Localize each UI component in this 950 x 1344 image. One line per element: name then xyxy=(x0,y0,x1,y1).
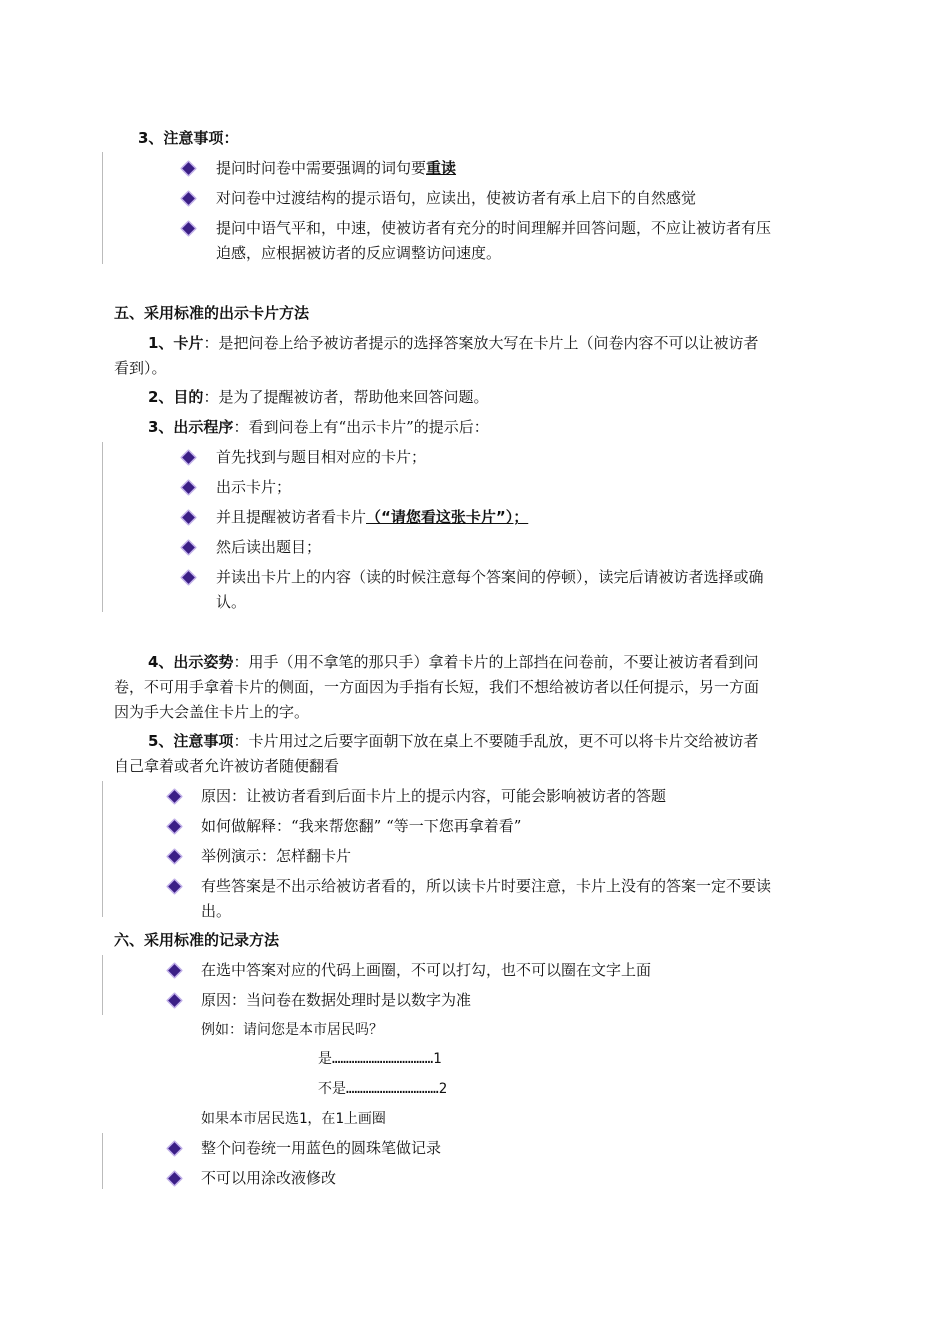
s5-p2-label: 2、目的 xyxy=(148,388,204,406)
s6-option-2: 不是……………………………2 xyxy=(318,1081,448,1097)
diamond-bullet-icon xyxy=(167,879,183,895)
s5-p1-label: 1、卡片 xyxy=(148,334,204,352)
s5-p1-text: ：是把问卷上给予被访者提示的选择答案放大写在卡片上（问卷内容不可以让被访者 xyxy=(203,334,759,352)
s5-bullet-1: 首先找到与题目相对应的卡片； xyxy=(216,448,427,466)
s6-note: 如果本市居民选1，在1上画圈 xyxy=(201,1111,386,1127)
s5-bullet-4: 然后读出题目； xyxy=(216,538,322,556)
diamond-bullet-icon xyxy=(167,1141,183,1157)
s5-p4-line-3: 因为手大会盖住卡片上的字。 xyxy=(114,703,310,721)
diamond-bullet-icon xyxy=(181,161,197,177)
s5-bullet-5-line-1: 并读出卡片上的内容（读的时候注意每个答案间的停顿），读完后请被访者选择或确 xyxy=(216,568,764,586)
s5-p5-label: 5、注意事项 xyxy=(148,732,234,750)
s6-bullet-1: 在选中答案对应的代码上画圈，不可以打勾，也不可以圈在文字上面 xyxy=(201,961,652,979)
s6-option-1: 是………………………………1 xyxy=(318,1051,442,1067)
diamond-bullet-icon xyxy=(181,510,197,526)
s5-p3-label: 3、出示程序 xyxy=(148,418,234,436)
s3-bullet-1 xyxy=(216,158,456,178)
margin-bar xyxy=(102,955,103,1015)
s6-example: 例如：请问您是本市居民吗？ xyxy=(201,1022,383,1038)
s5-bullet-3-quote: （“请您看这张卡片”）； xyxy=(366,508,529,526)
s5-caution-4-line-2: 出。 xyxy=(201,902,232,920)
diamond-bullet-icon xyxy=(167,789,183,805)
s5-p1-line-2: 看到）。 xyxy=(114,359,167,377)
diamond-bullet-icon xyxy=(181,570,197,586)
s3-bullet-1-emphasis: 重读 xyxy=(426,159,457,177)
s5-p3-text: ：看到问卷上有“出示卡片”的提示后： xyxy=(233,418,489,436)
diamond-bullet-icon xyxy=(167,963,183,979)
s3-bullet-3-line-2: 迫感，应根据被访者的反应调整访问速度。 xyxy=(216,244,502,262)
s5-p5-line-1 xyxy=(148,731,758,751)
s5-title: 五、采用标准的出示卡片方法 xyxy=(114,304,310,322)
s5-caution-1: 原因：让被访者看到后面卡片上的提示内容，可能会影响被访者的答题 xyxy=(201,787,667,805)
s6-bullet-4: 不可以用涂改液修改 xyxy=(201,1169,337,1187)
s5-bullet-3 xyxy=(216,507,528,527)
s5-bullet-2: 出示卡片； xyxy=(216,478,292,496)
s6-bullet-3: 整个问卷统一用蓝色的圆珠笔做记录 xyxy=(201,1139,442,1157)
s5-bullet-3-text: 并且提醒被访者看卡片 xyxy=(216,508,367,526)
s5-p4-text: ：用手（用不拿笔的那只手）拿着卡片的上部挡在问卷前，不要让被访者看到问 xyxy=(233,653,759,671)
diamond-bullet-icon xyxy=(167,849,183,865)
s5-p2-text: ：是为了提醒被访者，帮助他来回答问题。 xyxy=(203,388,489,406)
margin-bar xyxy=(102,781,103,917)
s6-title: 六、采用标准的记录方法 xyxy=(114,931,280,949)
s5-caution-2: 如何做解释：“我来帮您翻” “等一下您再拿着看” xyxy=(201,817,522,835)
s5-p2 xyxy=(148,387,488,407)
diamond-bullet-icon xyxy=(181,480,197,496)
s6-bullet-2: 原因：当问卷在数据处理时是以数字为准 xyxy=(201,991,472,1009)
margin-bar xyxy=(102,1133,103,1189)
s5-p5-line-2: 自己拿着或者允许被访者随便翻看 xyxy=(114,757,340,775)
diamond-bullet-icon xyxy=(181,540,197,556)
s3-bullet-1-text: 提问时问卷中需要强调的词句要 xyxy=(216,159,427,177)
diamond-bullet-icon xyxy=(167,993,183,1009)
s5-p4-line-1 xyxy=(148,652,758,672)
s3-bullet-2: 对问卷中过渡结构的提示语句，应读出，使被访者有承上启下的自然感觉 xyxy=(216,189,697,207)
s5-p4-label: 4、出示姿势 xyxy=(148,653,234,671)
margin-bar xyxy=(102,152,103,264)
s5-p1-line-1 xyxy=(148,333,758,353)
diamond-bullet-icon xyxy=(181,221,197,237)
s5-p5-text: ：卡片用过之后要字面朝下放在桌上不要随手乱放，更不可以将卡片交给被访者 xyxy=(233,732,759,750)
diamond-bullet-icon xyxy=(181,191,197,207)
s3-bullet-3-line-1: 提问中语气平和，中速，使被访者有充分的时间理解并回答问题，不应让被访者有压 xyxy=(216,219,772,237)
s5-caution-3: 举例演示：怎样翻卡片 xyxy=(201,847,352,865)
s3-heading: 3、注意事项： xyxy=(138,129,239,147)
s5-caution-4-line-1: 有些答案是不出示给被访者看的，所以读卡片时要注意，卡片上没有的答案一定不要读 xyxy=(201,877,772,895)
s5-p3 xyxy=(148,417,489,437)
s5-bullet-5-line-2: 认。 xyxy=(216,593,247,611)
diamond-bullet-icon xyxy=(167,819,183,835)
margin-bar xyxy=(102,442,103,612)
s5-p4-line-2: 卷，不可用手拿着卡片的侧面，一方面因为手指有长短，我们不想给被访者以任何提示，另一方面 xyxy=(114,678,760,696)
diamond-bullet-icon xyxy=(181,450,197,466)
diamond-bullet-icon xyxy=(167,1171,183,1187)
